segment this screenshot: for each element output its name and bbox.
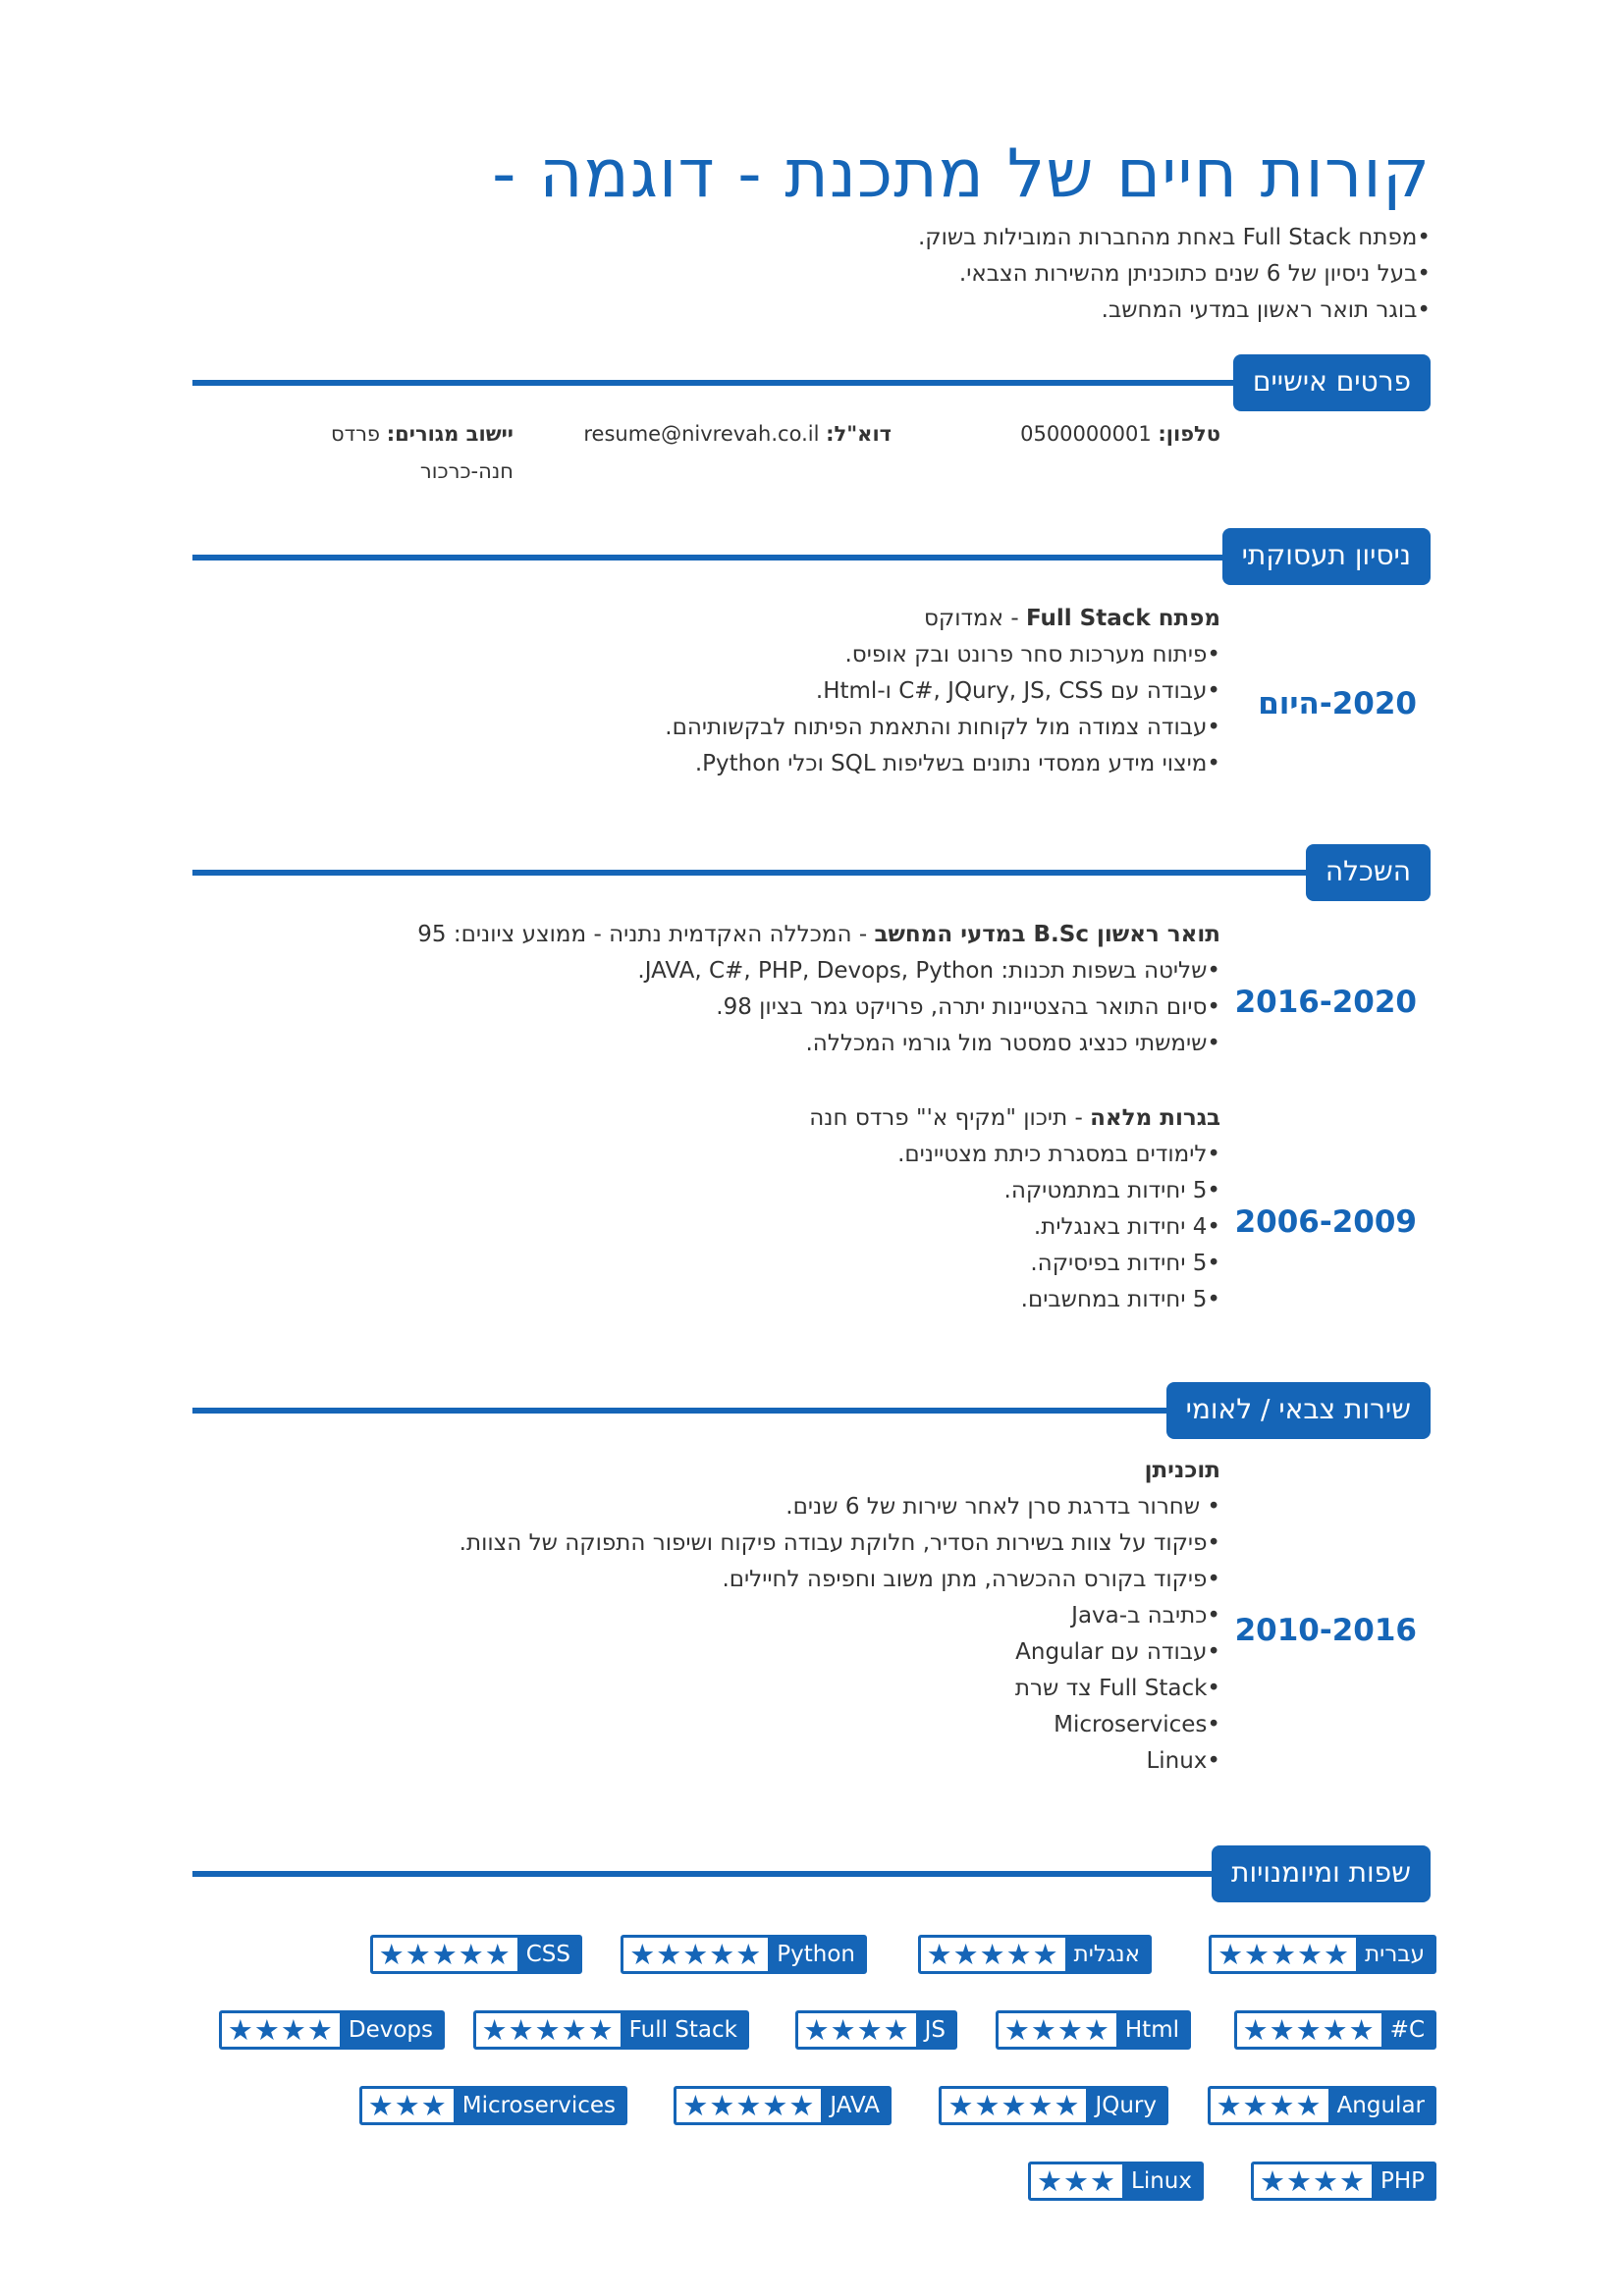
bullet-item: •Linux [1146,1748,1220,1774]
bullet-item: •4 יחידות באנגלית. [1033,1214,1220,1240]
skill-name: אנגלית [1065,1938,1149,1971]
skill-name: Angular [1328,2089,1434,2122]
bullet-item: •מיצוי מידע ממסדי נתונים בשליפות SQL וכלי Python. [694,751,1220,776]
skill-name: Microservices [454,2089,624,2122]
bullet-item: •Full Stack צד שרת [1014,1676,1220,1701]
entry-title-rest: - המכללה האקדמית נתניה - ממוצע ציונים: 95 [417,922,875,947]
city-label: יישוב מגורים: [386,422,514,446]
star-rating-icon: ★★★★ [803,2013,910,2047]
bullet-item: •כתיבה ב-Java [1071,1603,1220,1629]
skill-badge [621,1935,867,1974]
star-rating-icon: ★★★★ [227,2013,334,2047]
summary-list [918,220,1431,329]
star-rating-icon: ★★★ [367,2089,448,2122]
section-header-education: השכלה [1306,844,1431,901]
period-label: 2020-היום [1258,686,1417,721]
skill-badge [795,2010,957,2050]
military-entry [460,1453,1220,1780]
bullet-item: •סיום התואר בהצטיינות יתרה, פרויקט גמר בציון 98. [716,994,1220,1020]
bullet-item: •פיקוד בקורס ההכשרה, מתן משוב וחפיפה לחיילים. [722,1567,1220,1592]
star-rating-icon: ★★★★★ [481,2013,615,2047]
skill-badge [1028,2162,1204,2201]
skill-badge [1234,2010,1436,2050]
star-rating-icon: ★★★★ [1216,2089,1323,2122]
summary-item: •מפתח Full Stack באחת מהחברות המובילות בשוק. [917,225,1431,250]
skill-badge [939,2086,1168,2125]
star-rating-icon: ★★★★★ [629,1938,763,1971]
section-header-military: שירות צבאי / לאומי [1166,1382,1431,1439]
entry-title-bold: תואר ראשון B.Sc במדעי המחשב [874,922,1220,947]
entry-title-rest: - אמדוקס [923,606,1026,631]
bullet-item: •עבודה צמודה מול לקוחות והתאמת הפיתוח לבקשותיהם. [665,715,1220,740]
skill-name: C# [1381,2013,1434,2047]
bullet-item: •עבודה עם Angular [1015,1639,1220,1665]
city-value: פרדס [330,422,381,446]
star-rating-icon: ★★★★★ [682,2089,816,2122]
skill-badge [996,2010,1191,2050]
entry-title-bold: בגרות מלאה [1090,1105,1220,1131]
entry-title-bold: מפתח Full Stack [1025,606,1220,631]
bullet-item: •עבודה עם C#, JQury, JS, CSS ו-Html. [815,678,1220,704]
entry-bullets [809,1137,1220,1318]
star-rating-icon: ★★★ [1037,2164,1117,2198]
skill-badge [1209,1935,1436,1974]
star-rating-icon: ★★★★★ [1242,2013,1376,2047]
skill-badge [370,1935,582,1974]
star-rating-icon: ★★★★★ [947,2089,1081,2122]
section-header-skills: שפות ומיומנויות [1212,1845,1431,1902]
skill-badge [359,2086,627,2125]
bullet-item: •פיתוח מערכות סחר פרונט ובק אופיס. [844,642,1220,667]
skill-badge [918,1935,1152,1974]
bullet-item: • שחרור בדרגת סרן לאחר שירות של 6 שנים. [785,1494,1220,1520]
section-divider [192,870,1431,876]
section-header-personal: פרטים אישיים [1233,354,1431,411]
entry-title [809,1100,1220,1137]
entry-title [665,601,1220,637]
education-entry [417,917,1220,1062]
bullet-item: •פיקוד על צוות בשירות הסדיר, חלוקת עבודה פיקוח ושיפור התפוקה של הצוות. [459,1530,1220,1556]
summary-item: •בעל ניסיון של 6 שנים כתוכניתן מהשירות הצבאי. [958,261,1431,287]
skill-name: PHP [1372,2164,1434,2198]
star-rating-icon: ★★★★★ [1217,1938,1351,1971]
bullet-item: •שליטה בשפות תכנות: JAVA, C#, PHP, Devops, Python. [637,958,1220,984]
phone-label: טלפון: [1158,422,1220,446]
entry-bullets [665,637,1220,782]
city-value-line2: חנה-כרכור [419,459,514,483]
email-value: resume@nivrevah.co.il [583,422,820,446]
skill-badge [674,2086,892,2125]
skill-name: JAVA [821,2089,889,2122]
page-title: קורות חיים של מתכנת - דוגמה - [492,135,1431,213]
email-label: דוא"ל: [826,422,892,446]
bullet-item: •5 יחידות בפיסיקה. [1030,1251,1220,1276]
period-label: 2006-2009 [1234,1204,1417,1240]
skill-name: Linux [1122,2164,1201,2198]
skill-badge [219,2010,445,2050]
skill-name: JQury [1086,2089,1165,2122]
bullet-item: •לימודים במסגרת כיתת מצטיינים. [897,1142,1220,1167]
period-label: 2016-2020 [1234,985,1417,1020]
phone-field [1020,422,1220,446]
skill-name: Devops [340,2013,442,2047]
skill-name: CSS [517,1938,579,1971]
skill-name: Python [768,1938,864,1971]
entry-bullets [417,953,1220,1062]
skill-name: Full Stack [621,2013,746,2047]
skill-name: עברית [1356,1938,1434,1971]
bullet-item: •5 יחידות במחשבים. [1020,1287,1220,1312]
entry-title [460,1453,1220,1489]
education-entry [809,1100,1220,1318]
phone-value: 0500000001 [1020,422,1152,446]
skill-badge [1251,2162,1436,2201]
skill-badge [1208,2086,1436,2125]
experience-entry [665,601,1220,782]
entry-title [417,917,1220,953]
entry-bullets [460,1489,1220,1780]
section-header-experience: ניסיון תעסוקתי [1222,528,1431,585]
star-rating-icon: ★★★★ [1259,2164,1366,2198]
star-rating-icon: ★★★★★ [378,1938,512,1971]
entry-title-bold: תוכניתן [1144,1458,1220,1483]
entry-title-rest: - תיכון "מקיף א'" פרדס חנה [809,1105,1091,1131]
star-rating-icon: ★★★★★ [926,1938,1059,1971]
skill-name: Html [1116,2013,1188,2047]
period-label: 2010-2016 [1234,1613,1417,1648]
email-field [583,422,892,446]
city-field [331,422,514,446]
bullet-item: •5 יחידות במתמטיקה. [1003,1178,1220,1203]
star-rating-icon: ★★★★ [1003,2013,1110,2047]
summary-item: •בוגר תואר ראשון במדעי המחשב. [1101,297,1431,323]
bullet-item: •Microservices [1054,1712,1220,1737]
skill-badge [473,2010,749,2050]
skill-name: JS [916,2013,954,2047]
bullet-item: •שימשתי כנציג סמסטר מול גורמי המכללה. [805,1031,1220,1056]
